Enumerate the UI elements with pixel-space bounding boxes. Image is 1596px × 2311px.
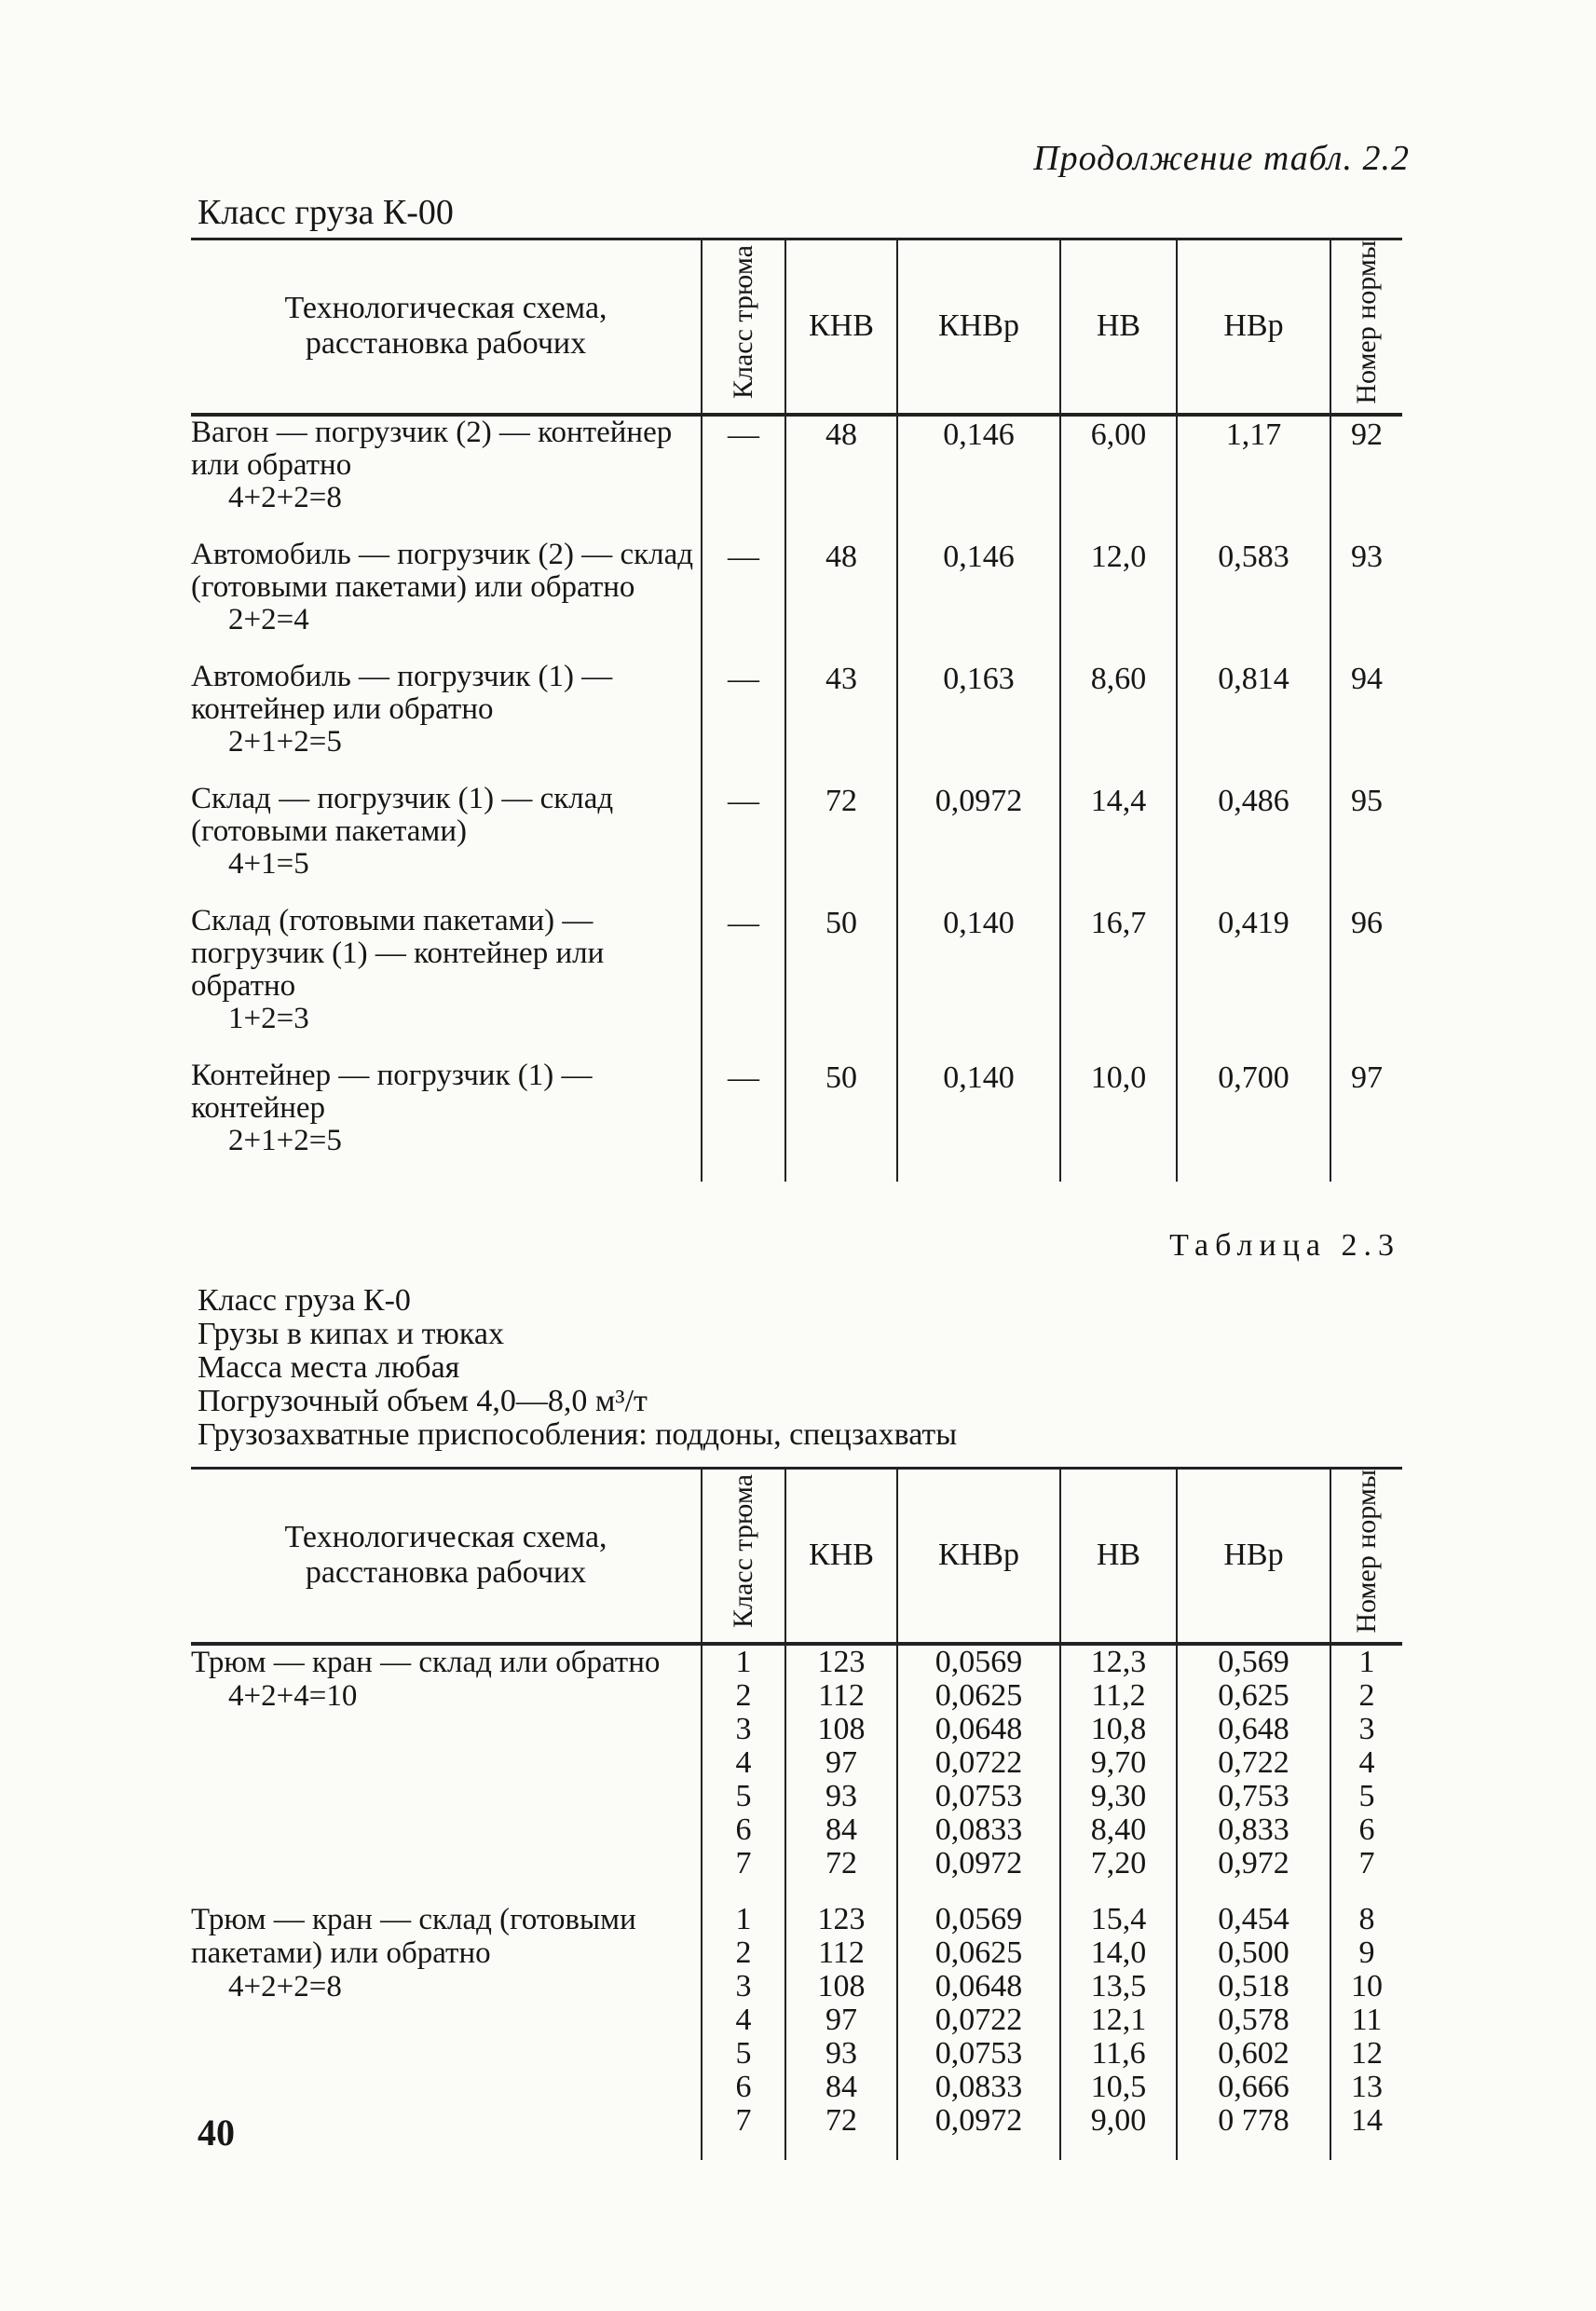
col-knvr: КНВр (897, 1469, 1060, 1644)
value: 9 (1358, 1935, 1375, 1970)
value: 14,0 (1090, 1935, 1147, 1970)
scheme-text: Склад — погрузчик (1) — склад (готовыми пакетами) (191, 781, 614, 848)
value: 4 (735, 1744, 752, 1780)
value: 0,0625 (934, 1677, 1023, 1713)
value: 93 (825, 2035, 857, 2071)
knvr-cell (897, 1903, 1060, 2160)
value: 0,722 (1218, 1744, 1289, 1780)
scheme-cell (191, 905, 702, 1060)
col-hold: Класс трюма (702, 239, 785, 415)
value: 0,0722 (934, 2002, 1023, 2037)
knvr-cell: 0,140 (897, 1060, 1060, 1182)
value: 5 (1358, 1778, 1375, 1813)
value: 0,0833 (934, 1812, 1023, 1847)
col-nv: НВ (1060, 239, 1177, 415)
value: 0 778 (1218, 2102, 1289, 2138)
knv-cell: 72 (785, 783, 897, 905)
value: 0,0972 (934, 1845, 1023, 1880)
value: 0,0625 (934, 1935, 1023, 1970)
value: 14 (1351, 2102, 1383, 2138)
value: 5 (735, 2035, 752, 2071)
value: 3 (735, 1711, 752, 1746)
value: 13 (1351, 2069, 1383, 2104)
knv-cell: 50 (785, 1060, 897, 1182)
value: 0,0569 (934, 1644, 1023, 1679)
value: 10,5 (1090, 2069, 1147, 2104)
value: 1 (735, 1901, 752, 1936)
value: 0,454 (1218, 1901, 1289, 1936)
hold-cell: — (702, 661, 785, 783)
cargo-description (198, 1284, 957, 1452)
value: 10 (1351, 1968, 1383, 2003)
knvr-cell: 0,140 (897, 905, 1060, 1060)
scheme-text: Автомобиль — погрузчик (2) — склад (готовыми пакетами) или обратно (191, 537, 694, 604)
nvr-cell: 1,17 (1177, 415, 1330, 539)
value: 2 (1358, 1677, 1375, 1713)
table-caption: Таблица 2.3 (1169, 1228, 1400, 1263)
value: 9,70 (1090, 1744, 1147, 1780)
nv-cell (1060, 1903, 1177, 2160)
norm-cell: 95 (1330, 783, 1402, 905)
norm-cell (1330, 1644, 1402, 1903)
nv-cell: 8,60 (1060, 661, 1177, 783)
col-nvr: НВр (1177, 239, 1330, 415)
value: 3 (735, 1968, 752, 2003)
col-knv: КНВ (785, 239, 897, 415)
value: 13,5 (1090, 1968, 1147, 2003)
value: 8,40 (1090, 1812, 1147, 1847)
knvr-cell: 0,0972 (897, 783, 1060, 905)
hold-cell: — (702, 539, 785, 661)
scheme-cell (191, 539, 702, 661)
nvr-cell: 0,419 (1177, 905, 1330, 1060)
value: 0,602 (1218, 2035, 1289, 2071)
scheme-cell (191, 1060, 702, 1182)
value: 0,753 (1218, 1778, 1289, 1813)
scheme-text: Контейнер — погрузчик (1) — контейнер (191, 1058, 593, 1125)
nv-cell (1060, 1644, 1177, 1903)
value: 108 (817, 1968, 866, 2003)
col-knv: КНВ (785, 1469, 897, 1644)
norm-cell: 94 (1330, 661, 1402, 783)
value: 3 (1358, 1711, 1375, 1746)
value: 0,0833 (934, 2069, 1023, 2104)
nvr-cell: 0,814 (1177, 661, 1330, 783)
page-number: 40 (198, 2112, 235, 2154)
knv-cell: 48 (785, 415, 897, 539)
value: 12,1 (1090, 2002, 1147, 2037)
knv-cell: 48 (785, 539, 897, 661)
value: 1 (1358, 1644, 1375, 1679)
hold-cell: — (702, 415, 785, 539)
value: 84 (825, 2069, 857, 2104)
value: 8 (1358, 1901, 1375, 1936)
value: 4 (735, 2002, 752, 2037)
nvr-cell (1177, 1644, 1330, 1903)
value: 10,8 (1090, 1711, 1147, 1746)
value: 0,666 (1218, 2069, 1289, 2104)
value: 0,569 (1218, 1644, 1289, 1679)
nvr-cell: 0,583 (1177, 539, 1330, 661)
value: 0,518 (1218, 1968, 1289, 2003)
scheme-text: Вагон — погрузчик (2) — контейнер или обратно (191, 415, 673, 482)
value: 0,0569 (934, 1901, 1023, 1936)
value: 0,578 (1218, 2002, 1289, 2037)
crew-formula: 2+2=4 (228, 602, 309, 636)
knvr-cell: 0,163 (897, 661, 1060, 783)
knvr-cell: 0,146 (897, 539, 1060, 661)
value: 112 (818, 1935, 865, 1970)
value: 12,3 (1090, 1644, 1147, 1679)
value: 97 (825, 2002, 857, 2037)
table-row (191, 905, 1402, 1060)
nv-cell: 10,0 (1060, 1060, 1177, 1182)
hold-cell (702, 1644, 785, 1903)
value: 1 (735, 1644, 752, 1679)
value: 0,833 (1218, 1812, 1289, 1847)
table-row (191, 1644, 1402, 1903)
value: 0,0722 (934, 1744, 1023, 1780)
cargo-type: Грузы в кипах и тюках (198, 1317, 504, 1351)
nv-cell: 14,4 (1060, 783, 1177, 905)
col-norm: Номер нормы (1330, 1469, 1402, 1644)
value: 72 (825, 1845, 857, 1880)
value: 4 (1358, 1744, 1375, 1780)
value: 0,500 (1218, 1935, 1289, 1970)
value: 7 (735, 2102, 752, 2138)
value: 9,30 (1090, 1778, 1147, 1813)
hold-cell: — (702, 1060, 785, 1182)
norm-cell: 97 (1330, 1060, 1402, 1182)
value: 0,0753 (934, 1778, 1023, 1813)
table-row (191, 1060, 1402, 1182)
value: 6 (735, 1812, 752, 1847)
knv-cell: 50 (785, 905, 897, 1060)
table-row (191, 783, 1402, 905)
table-row (191, 539, 1402, 661)
norm-cell: 93 (1330, 539, 1402, 661)
norm-cell: 92 (1330, 415, 1402, 539)
scheme-text: Автомобиль — погрузчик (1) — контейнер или обратно (191, 659, 613, 726)
nvr-cell: 0,700 (1177, 1060, 1330, 1182)
scheme-cell (191, 415, 702, 539)
col-knvr: КНВр (897, 239, 1060, 415)
value: 6 (735, 2069, 752, 2104)
cargo-mass: Масса места любая (198, 1350, 460, 1385)
value: 72 (825, 2102, 857, 2138)
knvr-cell (897, 1644, 1060, 1903)
value: 12 (1351, 2035, 1383, 2071)
continuation-caption: Продолжение табл. 2.2 (1033, 139, 1410, 178)
cargo-gear: Грузозахватные приспособления: поддоны, спецзахваты (198, 1417, 958, 1452)
nv-cell: 12,0 (1060, 539, 1177, 661)
table-row (191, 661, 1402, 783)
col-norm: Номер нормы (1330, 239, 1402, 415)
col-hold: Класс трюма (702, 1469, 785, 1644)
col-scheme: Технологическая схема, расстановка рабочих (191, 1469, 702, 1644)
value: 0,0648 (934, 1968, 1023, 2003)
value: 0,0753 (934, 2035, 1023, 2071)
norm-cell (1330, 1903, 1402, 2160)
value: 97 (825, 1744, 857, 1780)
knv-cell (785, 1644, 897, 1903)
value: 11,2 (1091, 1677, 1146, 1713)
crew-formula: 4+2+2=8 (228, 1969, 342, 2003)
value: 84 (825, 1812, 857, 1847)
nvr-cell: 0,486 (1177, 783, 1330, 905)
value: 112 (818, 1677, 865, 1713)
value: 7 (1358, 1845, 1375, 1880)
scheme-cell (191, 1644, 702, 1903)
crew-formula: 2+1+2=5 (228, 724, 342, 759)
value: 15,4 (1090, 1901, 1147, 1936)
value: 9,00 (1090, 2102, 1147, 2138)
value: 11 (1351, 2002, 1383, 2037)
hold-cell: — (702, 905, 785, 1060)
crew-formula: 1+2=3 (228, 1001, 309, 1035)
knv-cell (785, 1903, 897, 2160)
crew-formula: 4+1=5 (228, 846, 309, 881)
cargo-volume: Погрузочный объем 4,0—8,0 м³/т (198, 1384, 648, 1418)
value: 7,20 (1090, 1845, 1147, 1880)
cargo-class-k0: Класс груза К-0 (198, 1283, 411, 1318)
value: 123 (817, 1644, 866, 1679)
hold-cell (702, 1903, 785, 2160)
col-nv: НВ (1060, 1469, 1177, 1644)
value: 123 (817, 1901, 866, 1936)
knv-cell: 43 (785, 661, 897, 783)
crew-formula: 2+1+2=5 (228, 1123, 342, 1157)
scheme-cell (191, 661, 702, 783)
value: 5 (735, 1778, 752, 1813)
table-row (191, 1903, 1402, 2160)
crew-formula: 4+2+2=8 (228, 480, 342, 514)
value: 93 (825, 1778, 857, 1813)
nvr-cell (1177, 1903, 1330, 2160)
value: 0,0648 (934, 1711, 1023, 1746)
value: 6 (1358, 1812, 1375, 1847)
scheme-cell (191, 783, 702, 905)
hold-cell: — (702, 783, 785, 905)
cargo-class-title: Класс груза К-00 (198, 193, 454, 232)
value: 2 (735, 1935, 752, 1970)
col-scheme: Технологическая схема, расстановка рабочих (191, 239, 702, 415)
value: 108 (817, 1711, 866, 1746)
norm-cell: 96 (1330, 905, 1402, 1060)
nv-cell: 16,7 (1060, 905, 1177, 1060)
value: 0,648 (1218, 1711, 1289, 1746)
value: 0,972 (1218, 1845, 1289, 1880)
value: 0,625 (1218, 1677, 1289, 1713)
value: 7 (735, 1845, 752, 1880)
norms-table-2-3 (191, 1467, 1402, 2160)
value: 2 (735, 1677, 752, 1713)
nv-cell: 6,00 (1060, 415, 1177, 539)
table-row (191, 415, 1402, 539)
scheme-text: Склад (готовыми пакетами) — погрузчик (1) — контейнер или обратно (191, 903, 605, 1003)
scheme-cell (191, 1903, 702, 2160)
scheme-text: Трюм — кран — склад (готовыми пакетами) или обратно (191, 1902, 636, 1970)
crew-formula: 4+2+4=10 (228, 1678, 358, 1713)
knvr-cell: 0,146 (897, 415, 1060, 539)
value: 11,6 (1091, 2035, 1146, 2071)
norms-table-2-2 (191, 238, 1402, 1182)
col-nvr: НВр (1177, 1469, 1330, 1644)
value: 0,0972 (934, 2102, 1023, 2138)
scheme-text: Трюм — кран — склад или обратно (191, 1645, 661, 1679)
